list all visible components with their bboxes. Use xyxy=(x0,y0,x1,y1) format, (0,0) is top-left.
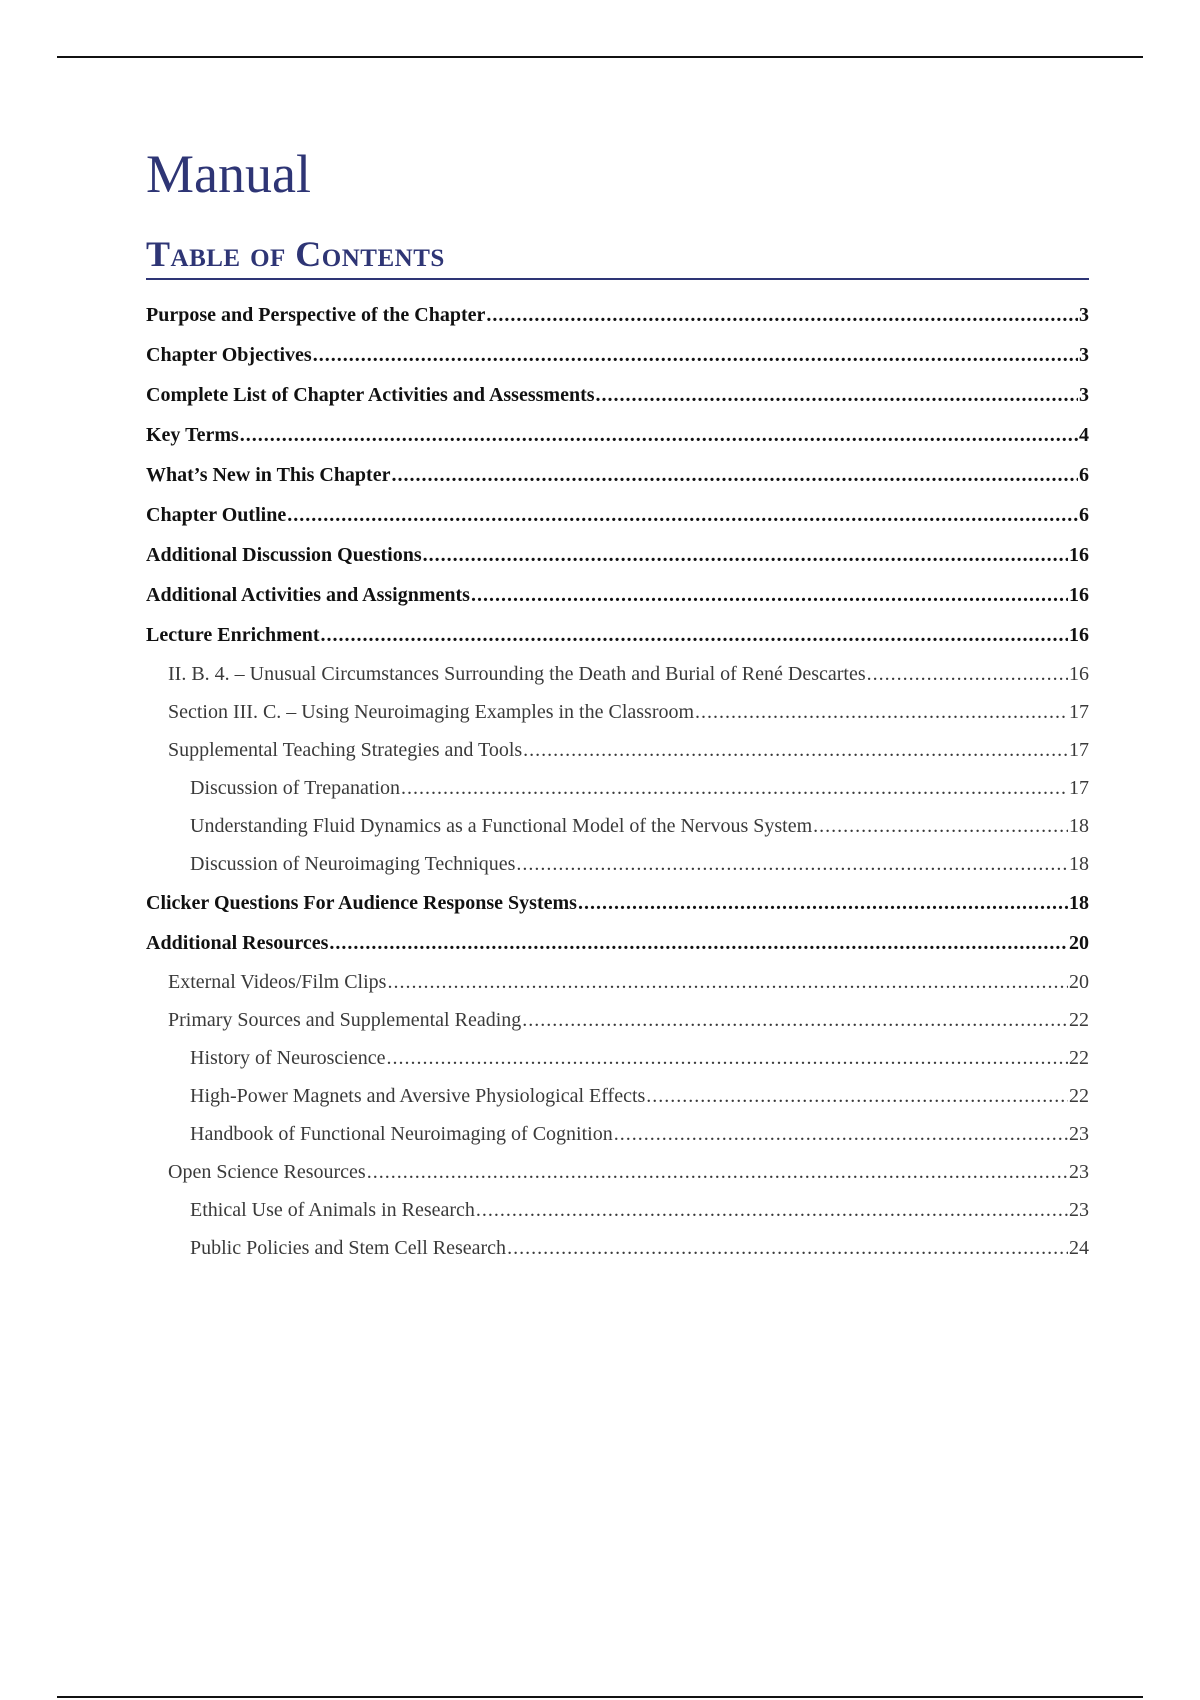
toc-entry[interactable] xyxy=(146,1229,1089,1267)
page-bottom-rule xyxy=(57,1696,1143,1698)
toc-dot-leader xyxy=(695,693,1068,731)
toc-dot-leader xyxy=(522,1001,1068,1039)
page-top-rule xyxy=(57,56,1143,58)
toc-entry[interactable] xyxy=(146,455,1089,495)
toc-dot-leader xyxy=(391,455,1078,495)
toc-entry-label: Chapter Objectives xyxy=(146,344,312,366)
toc-page-number: 22 xyxy=(1069,1085,1089,1107)
toc-entry-label: Understanding Fluid Dynamics as a Functional Model of the Nervous System xyxy=(190,815,813,837)
toc-entry[interactable] xyxy=(146,655,1089,693)
toc-entry[interactable] xyxy=(146,495,1089,535)
toc-entry[interactable] xyxy=(146,1153,1089,1191)
toc-page-number: 18 xyxy=(1069,892,1089,914)
toc-entry-label: Additional Resources xyxy=(146,932,329,954)
toc-dot-leader xyxy=(387,963,1068,1001)
toc-dot-leader xyxy=(578,883,1068,923)
toc-entry[interactable] xyxy=(146,731,1089,769)
toc-entry[interactable] xyxy=(146,1115,1089,1153)
toc-page-number: 24 xyxy=(1069,1237,1089,1259)
toc-entry-label: Discussion of Neuroimaging Techniques xyxy=(190,853,516,875)
toc-entry-label: Supplemental Teaching Strategies and Tools xyxy=(168,739,523,761)
toc-dot-leader xyxy=(523,731,1068,769)
toc-page-number: 22 xyxy=(1069,1009,1089,1031)
toc-entry[interactable] xyxy=(146,575,1089,615)
toc-entry[interactable] xyxy=(146,1191,1089,1229)
toc-entry-label: Public Policies and Stem Cell Research xyxy=(190,1237,507,1259)
toc-page-number: 23 xyxy=(1069,1161,1089,1183)
toc-page-number: 3 xyxy=(1079,384,1089,406)
toc-page-number: 23 xyxy=(1069,1123,1089,1145)
toc-page-number: 4 xyxy=(1079,424,1089,446)
table-of-contents xyxy=(146,295,1089,1267)
toc-entry-label: Lecture Enrichment xyxy=(146,624,320,646)
toc-entry[interactable] xyxy=(146,335,1089,375)
toc-entry[interactable] xyxy=(146,693,1089,731)
toc-entry[interactable] xyxy=(146,923,1089,963)
toc-page-number: 16 xyxy=(1069,544,1089,566)
toc-dot-leader xyxy=(329,923,1068,963)
toc-entry[interactable] xyxy=(146,1039,1089,1077)
document-title: Manual xyxy=(146,144,311,204)
toc-dot-leader xyxy=(486,295,1078,335)
toc-dot-leader xyxy=(313,335,1078,375)
document-body xyxy=(146,142,1089,1267)
toc-dot-leader xyxy=(476,1191,1068,1229)
toc-dot-leader xyxy=(240,415,1078,455)
toc-dot-leader xyxy=(867,655,1068,693)
toc-entry-label: Clicker Questions For Audience Response Systems xyxy=(146,892,577,914)
toc-entry[interactable] xyxy=(146,535,1089,575)
toc-entry-label: Key Terms xyxy=(146,424,239,446)
toc-entry-label: II. B. 4. – Unusual Circumstances Surrounding the Death and Burial of René Descartes xyxy=(168,663,866,685)
toc-page-number: 16 xyxy=(1069,663,1089,685)
toc-dot-leader xyxy=(401,769,1068,807)
toc-entry-label: History of Neuroscience xyxy=(190,1047,386,1069)
toc-dot-leader xyxy=(813,807,1068,845)
toc-page-number: 3 xyxy=(1079,344,1089,366)
toc-page-number: 16 xyxy=(1069,584,1089,606)
toc-dot-leader xyxy=(646,1077,1068,1115)
toc-dot-leader xyxy=(423,535,1068,575)
toc-dot-leader xyxy=(321,615,1069,655)
toc-page-number: 6 xyxy=(1079,504,1089,526)
toc-page-number: 16 xyxy=(1069,624,1089,646)
toc-entry-label: Chapter Outline xyxy=(146,504,287,526)
toc-entry[interactable] xyxy=(146,807,1089,845)
toc-page-number: 17 xyxy=(1069,739,1089,761)
toc-entry-label: Open Science Resources xyxy=(168,1161,366,1183)
toc-entry-label: What’s New in This Chapter xyxy=(146,464,391,486)
toc-dot-leader xyxy=(614,1115,1068,1153)
toc-entry-label: Purpose and Perspective of the Chapter xyxy=(146,304,486,326)
toc-entry[interactable] xyxy=(146,615,1089,655)
toc-entry[interactable] xyxy=(146,1001,1089,1039)
toc-entry-label: Primary Sources and Supplemental Reading xyxy=(168,1009,522,1031)
toc-entry[interactable] xyxy=(146,769,1089,807)
toc-dot-leader xyxy=(516,845,1068,883)
toc-page-number: 6 xyxy=(1079,464,1089,486)
toc-entry[interactable] xyxy=(146,963,1089,1001)
toc-dot-leader xyxy=(596,375,1078,415)
toc-page-number: 17 xyxy=(1069,701,1089,723)
toc-page-number: 17 xyxy=(1069,777,1089,799)
toc-page-number: 18 xyxy=(1069,815,1089,837)
toc-entry-label: Handbook of Functional Neuroimaging of Cognition xyxy=(190,1123,613,1145)
toc-page-number: 20 xyxy=(1069,932,1089,954)
toc-dot-leader xyxy=(507,1229,1068,1267)
toc-entry[interactable] xyxy=(146,415,1089,455)
toc-page-number: 3 xyxy=(1079,304,1089,326)
toc-entry[interactable] xyxy=(146,883,1089,923)
toc-heading: Table of Contents xyxy=(146,234,1089,280)
toc-page-number: 22 xyxy=(1069,1047,1089,1069)
toc-entry[interactable] xyxy=(146,845,1089,883)
toc-dot-leader xyxy=(367,1153,1068,1191)
toc-entry-label: Discussion of Trepanation xyxy=(190,777,400,799)
toc-page-number: 20 xyxy=(1069,971,1089,993)
toc-entry-label: Additional Discussion Questions xyxy=(146,544,422,566)
toc-entry-label: Section III. C. – Using Neuroimaging Examples in the Classroom xyxy=(168,701,695,723)
toc-entry[interactable] xyxy=(146,375,1089,415)
toc-entry[interactable] xyxy=(146,295,1089,335)
toc-entry[interactable] xyxy=(146,1077,1089,1115)
toc-page-number: 23 xyxy=(1069,1199,1089,1221)
toc-entry-label: High-Power Magnets and Aversive Physiological Effects xyxy=(190,1085,646,1107)
toc-dot-leader xyxy=(471,575,1068,615)
toc-dot-leader xyxy=(387,1039,1069,1077)
toc-page-number: 18 xyxy=(1069,853,1089,875)
toc-entry-label: Ethical Use of Animals in Research xyxy=(190,1199,475,1221)
toc-entry-label: Complete List of Chapter Activities and Assessments xyxy=(146,384,595,406)
toc-dot-leader xyxy=(287,495,1078,535)
toc-entry-label: Additional Activities and Assignments xyxy=(146,584,470,606)
toc-entry-label: External Videos/Film Clips xyxy=(168,971,387,993)
